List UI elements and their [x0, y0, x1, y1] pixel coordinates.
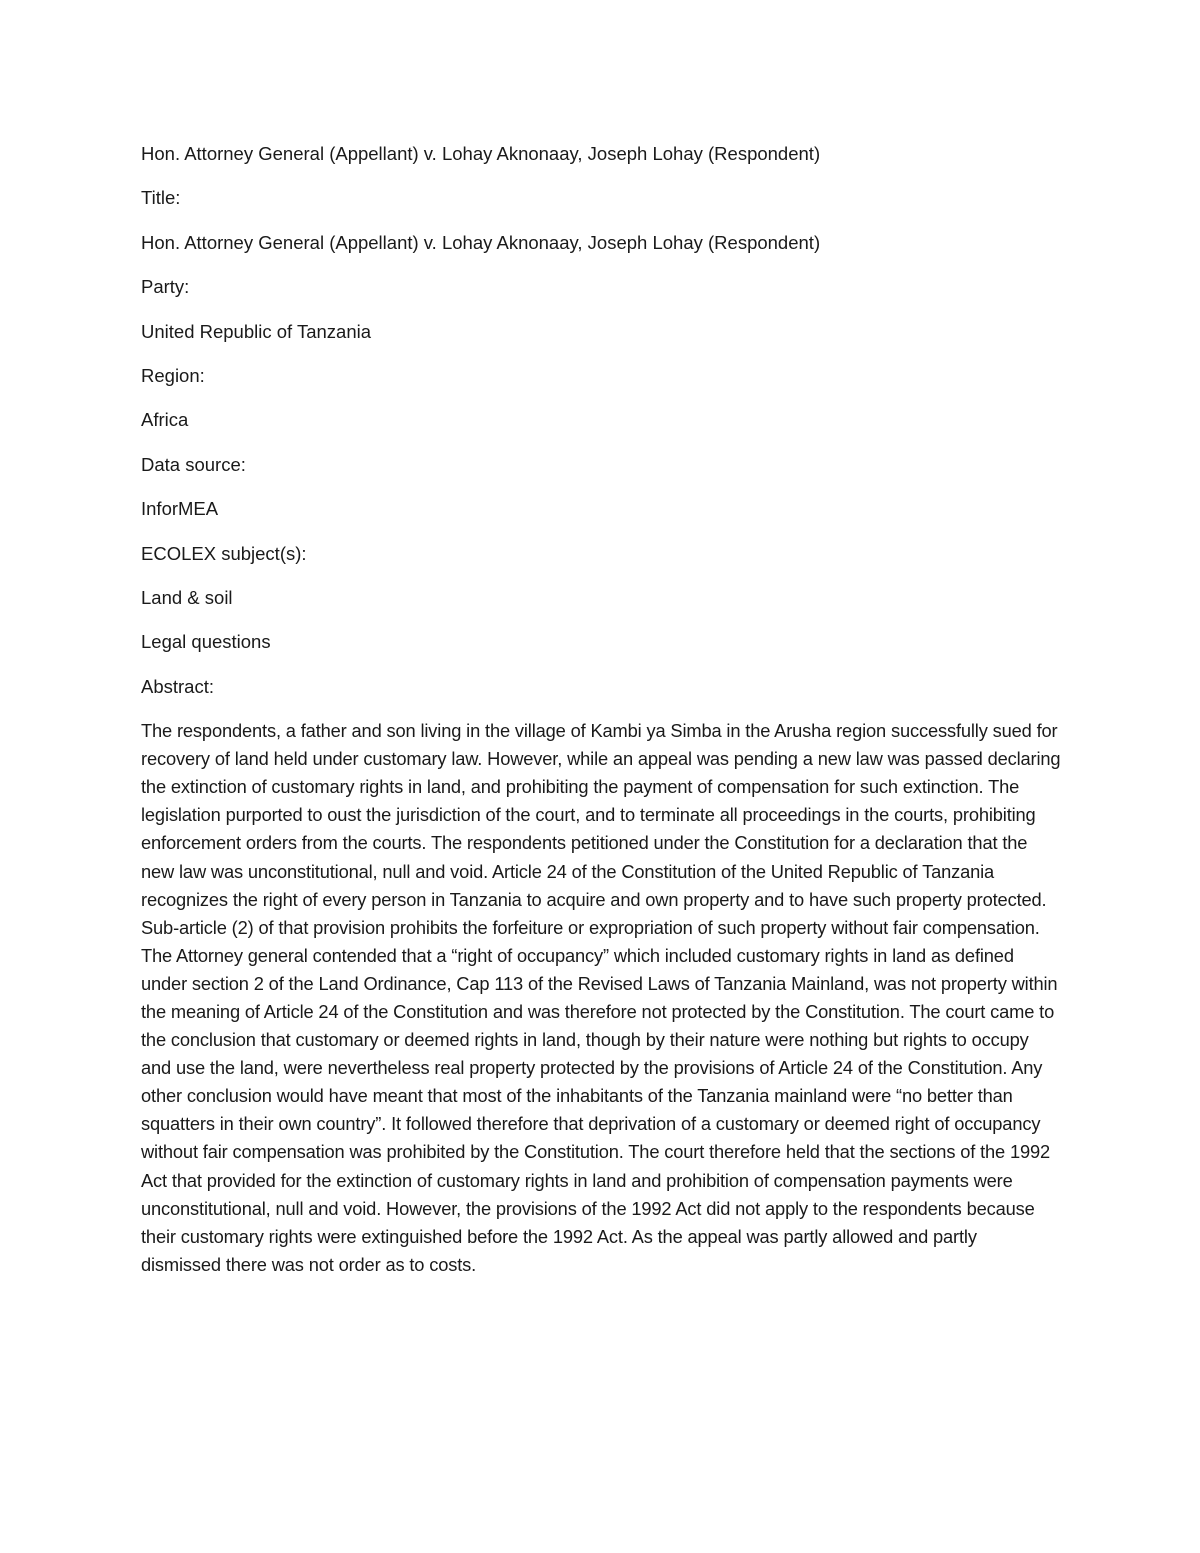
abstract-text: The respondents, a father and son living in the village of Kambi ya Simba in the Arusha region successfully sued for recovery of land held under customary law. However, while an appeal was pending a new law was passed declaring the extinction of customary rights in land, and prohibiting the payment of compensation for such extinction. The legislation purported to oust the jurisdiction of the court, and to terminate all proceedings in the courts, prohibiting enforcement orders from the courts. The respondents petitioned under the Constitution for a declaration that the new law was unconstitutional, null and void. Article 24 of the Constitution of the United Republic of Tanzania recognizes the right of every person in Tanzania to acquire and own property and to have such property protected. Sub-article (2) of that provision prohibits the forfeiture or expropriation of such property without fair compensation. The Attorney general contended that a “right of occupancy” which included customary rights in land as defined under section 2 of the Land Ordinance, Cap 113 of the Revised Laws of Tanzania Mainland, was not property within the meaning of Article 24 of the Constitution and was therefore not protected by the Constitution. The court came to the conclusion that customary or deemed rights in land, though by their nature were nothing but rights to occupy and use the land, were nevertheless real property protected by the provisions of Article 24 of the Constitution. Any other conclusion would have meant that most of the inhabitants of the Tanzania mainland were “no better than squatters in their own country”. It followed therefore that deprivation of a customary or deemed right of occupancy without fair compensation was prohibited by the Constitution. The court therefore held that the sections of the 1992 Act that provided for the extinction of customary rights in land and prohibition of compensation payments were unconstitutional, null and void. However, the provisions of the 1992 Act did not apply to the respondents because their customary rights were extinguished before the 1992 Act. As the appeal was partly allowed and partly dismissed there was not order as to costs.: [141, 720, 1061, 1275]
party-value: United Republic of Tanzania: [141, 320, 372, 342]
region-label: Region:: [141, 364, 205, 386]
document-page: [141, 140, 1061, 1279]
ecolex-subjects-label: ECOLEX subject(s):: [141, 542, 307, 564]
data-source-value: InforMEA: [141, 498, 219, 520]
document-heading: Hon. Attorney General (Appellant) v. Lohay Aknonaay, Joseph Lohay (Respondent): [141, 143, 821, 164]
ecolex-subject-item: Land & soil: [141, 586, 233, 608]
abstract-label: Abstract:: [141, 675, 214, 697]
title-value: Hon. Attorney General (Appellant) v. Lohay Aknonaay, Joseph Lohay (Respondent): [141, 231, 821, 253]
title-label: Title:: [141, 187, 181, 209]
party-label: Party:: [141, 276, 190, 298]
region-value: Africa: [141, 409, 189, 431]
ecolex-subject-item: Legal questions: [141, 631, 271, 653]
data-source-label: Data source:: [141, 453, 246, 475]
